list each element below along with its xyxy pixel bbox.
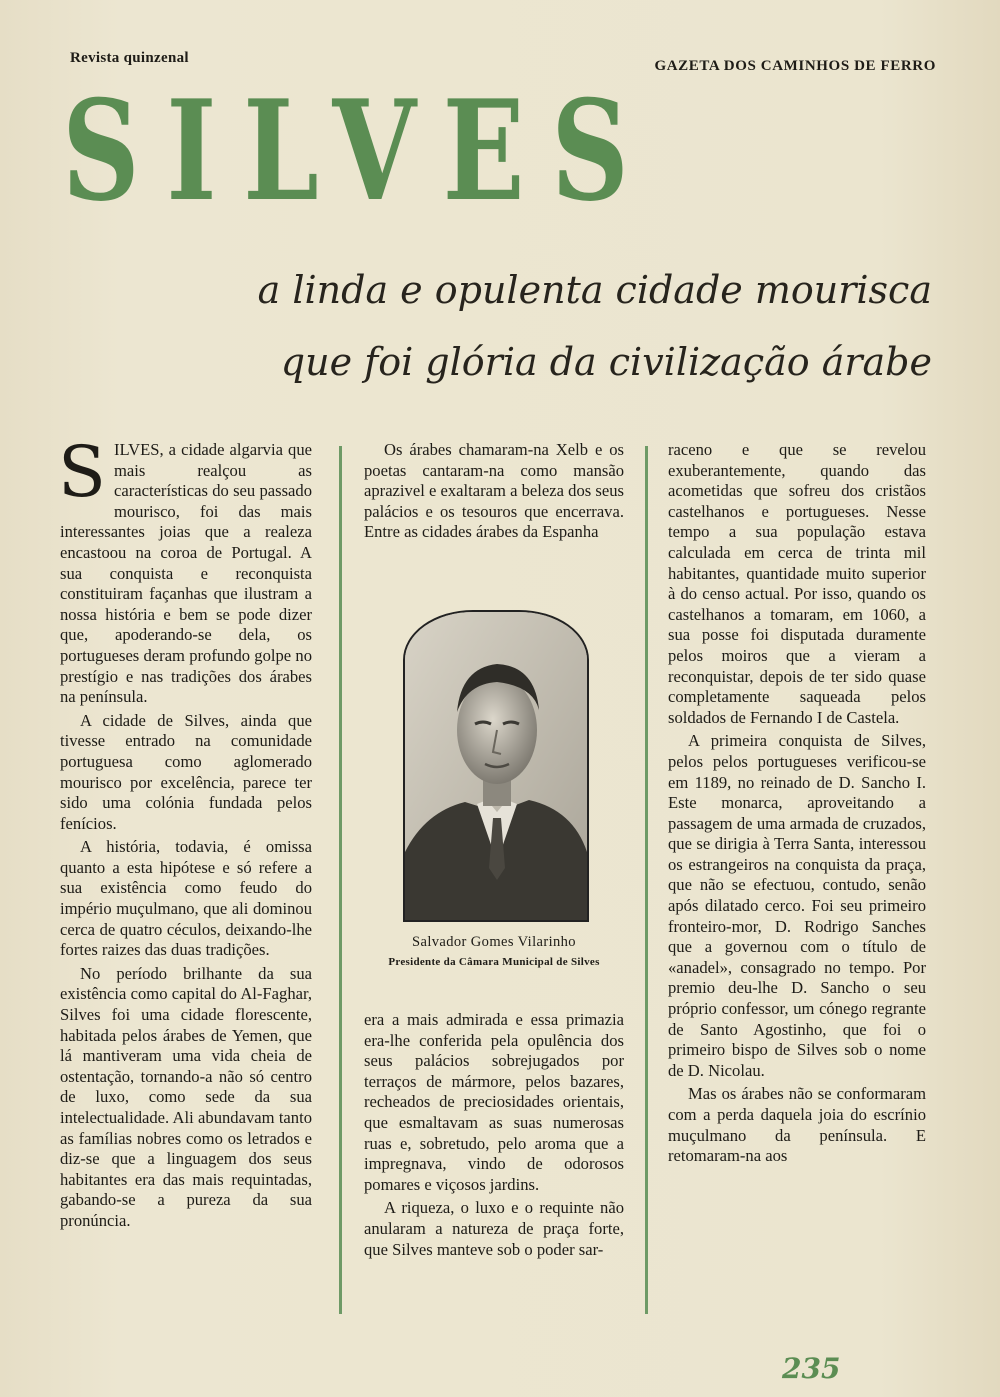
paragraph: A cidade de Silves, ainda que tivesse entrado na comunidade portuguesa como aglomerado mourisco por excelência, parece ter sido uma colónia fundada pelos fenícios. <box>60 710 312 833</box>
paragraph: Mas os árabes não se conformaram com a perda daquela joia do escrínio muçulmano da península. E retomaram-na aos <box>668 1084 926 1166</box>
header-magazine-name: GAZETA DOS CAMINHOS DE FERRO <box>654 58 936 74</box>
column-divider-2 <box>645 446 648 1314</box>
paragraph: raceno e que se revelou exuberantemente, quando das acometidas que sofreu dos cristãos castelhanos e portugueses. Nesse tempo a sua população estava calculada em cerca de trinta mil habitantes, quantidade muito superior à do censo actual. Por isso, quando os castelhanos a tomaram, em 1060, a sua posse foi disputada duramente pelos moiros que a vieram a reconquistar, depois de ter sido quase completamente saqueada pelos soldados de Fernando I de Castela. <box>668 440 926 727</box>
column-divider-1 <box>339 446 342 1314</box>
drop-cap: S <box>58 431 106 513</box>
paragraph: A história, todavia, é omissa quanto a esta hipótese e só refere a sua existência como feudo do império muçulmano, que ali dominou cerca de quatro céculos, deixando-lhe fortes raizes das duas tradições. <box>60 837 312 960</box>
paragraph: A primeira conquista de Silves, pelos pelos portugueses verificou-se em 1189, no reinado de D. Sancho I. Este monarca, aproveitando a passagem de uma armada de cruzados, que se dirigia à Terra Santa, interessou os estrangeiros na conquista da praça, que não se efectuou, contudo, senão após dilatado cerco. Foi seu primeiro fronteiro-mor, D. Rodrigo Sanches que a governou com o título de «anadel», consagrado no tempo. Por premio deu-lhe D. Sancho o seu próprio confessor, um cónego regrante de Santo Agostinho, que foi o primeiro bispo de Silves sob o nome de D. Nicolau. <box>668 731 926 1080</box>
paragraph: Os árabes chamaram-na Xelb e os poetas cantaram-na como mansão aprazivel e exaltaram a beleza dos seus palácios e os tesouros que encerrava. Entre as cidades árabes da Espanha <box>364 440 624 542</box>
photo-caption-name: Salvador Gomes Vilarinho <box>412 934 576 950</box>
paragraph: era a mais admirada e essa primazia era-lhe conferida pela opulência dos seus palácios sobrejugados por terraços de mármore, pelos bazares, recheados de preciosidades orientais, que esmaltavam as suas numerosas ruas e, sobretudo, pelo aroma que a impregnava, vindo de odorosos pomares e viçosos jardins. <box>364 1010 624 1194</box>
article-column-2-bottom <box>364 1010 624 1260</box>
article-title: SILVES <box>62 69 656 232</box>
paragraph: A riqueza, o luxo e o requinte não anularam a natureza de praça forte, que Silves manteve sob o poder sar- <box>364 1198 624 1259</box>
subtitle-line-2: que foi glória da civilização árabe <box>280 340 932 384</box>
paragraph: SILVES, a cidade algarvia que mais realçou as características do seu passado mourisco, foi das mais interessantes joias que a realeza encastoou na coroa de Portugal. A sua conquista e reconquista constituiram façanhas que ilustram a nossa história e bem se pode dizer que, apoderando-se dela, os portugueses deram profundo golpe no prestígio e nas tradições dos árabes na península. <box>58 431 312 707</box>
article-column-2-top <box>364 440 624 543</box>
page-number: 235 <box>782 1352 841 1385</box>
photo-caption-role: Presidente da Câmara Municipal de Silves <box>388 956 600 968</box>
portrait-photo <box>403 610 589 922</box>
header-publication-frequency: Revista quinzenal <box>70 50 189 66</box>
article-column-3 <box>668 440 926 1167</box>
subtitle-line-1: a linda e opulenta cidade mourisca <box>257 268 932 312</box>
paragraph: No período brilhante da sua existência como capital do Al-Faghar, Silves foi uma cidade florescente, habitada pelos árabes de Yemen, que lá mantiveram uma vida cheia de ostentação, tornando-a não só centro de luxo, como sede da sua intelectualidade. Ali abundavam tanto as famílias nobres como os letrados e diz-se que a linguagem dos seus habitantes era das mais requintadas, gabando-se a pureza da sua pronúncia. <box>60 963 312 1230</box>
article-column-1 <box>58 431 312 1232</box>
